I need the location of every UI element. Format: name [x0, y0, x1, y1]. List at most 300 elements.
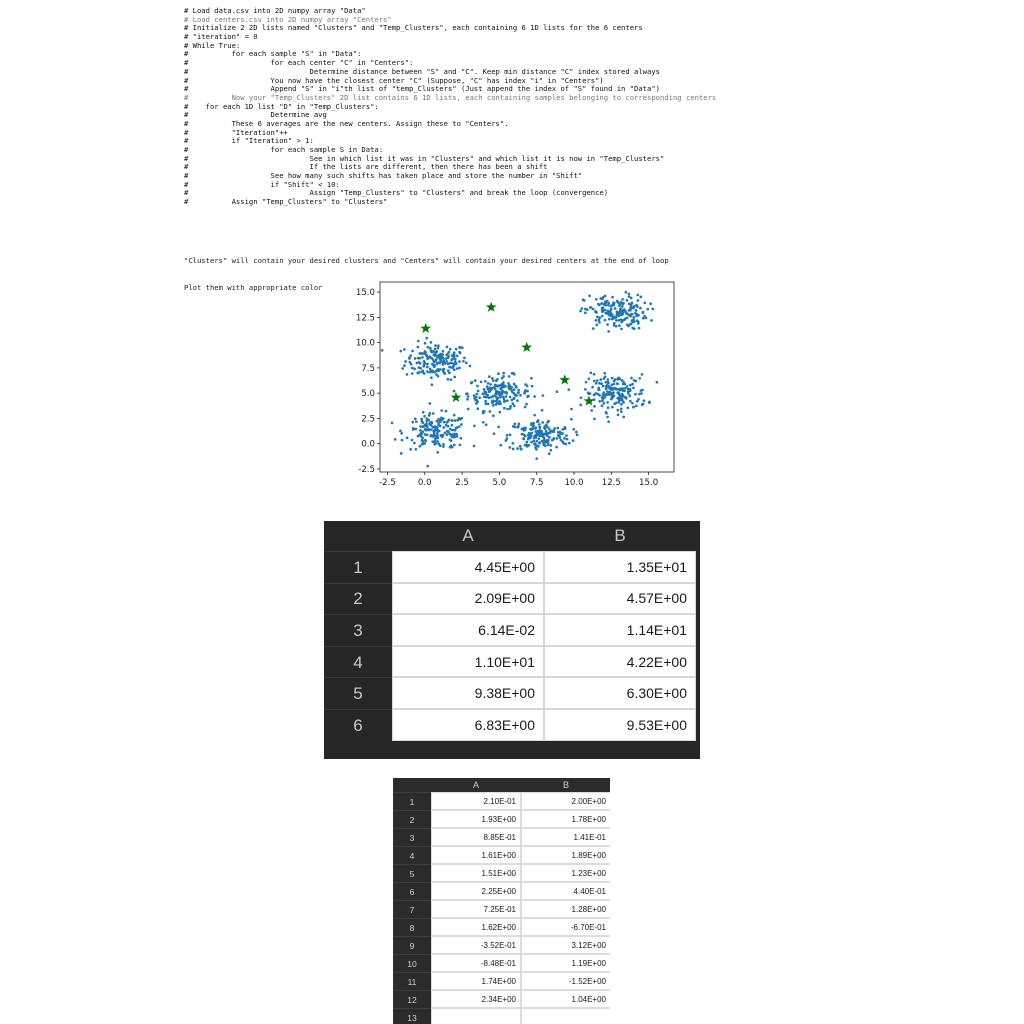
sample-point [544, 428, 547, 431]
sample-point [602, 385, 605, 388]
sample-point [618, 315, 621, 318]
table-cell[interactable]: 2.00E+00 [521, 792, 610, 810]
sample-point [501, 386, 504, 389]
sample-point [548, 436, 551, 439]
sample-point [640, 296, 643, 299]
row-header[interactable]: 4 [324, 646, 392, 679]
sample-point [536, 440, 539, 443]
table-cell[interactable]: 4.57E+00 [544, 583, 696, 615]
sample-point [613, 395, 616, 398]
notes-line-clusters: "Clusters" will contain your desired clusters and "Centers" will contain your desired centers at the end of loop [184, 256, 669, 265]
sample-point [516, 447, 519, 450]
sample-point [473, 445, 476, 448]
sample-point [406, 436, 409, 439]
table-cell[interactable]: 9.38E+00 [392, 677, 544, 709]
sample-point [631, 402, 634, 405]
table-cell[interactable] [521, 1008, 610, 1024]
row-header[interactable]: 9 [393, 936, 431, 954]
sample-point [509, 433, 512, 436]
sample-point [429, 347, 432, 350]
sample-point [607, 406, 610, 409]
sample-point [618, 393, 621, 396]
sample-point [448, 418, 451, 421]
sample-point [579, 310, 582, 313]
sample-point [538, 442, 541, 445]
column-header-b[interactable]: B [562, 780, 569, 790]
sample-point [517, 391, 520, 394]
sample-point [595, 319, 598, 322]
sample-point [497, 425, 500, 428]
x-tick-label: 10.0 [564, 478, 584, 488]
table-cell[interactable]: 6.14E-02 [392, 614, 544, 646]
sample-point [433, 365, 436, 368]
sample-point [628, 293, 631, 296]
sample-point [420, 420, 423, 423]
sample-point [502, 395, 505, 398]
x-tick-label: 12.5 [601, 478, 621, 488]
sample-point [549, 444, 552, 447]
sample-point [434, 352, 437, 355]
sample-point [432, 412, 435, 415]
row-header[interactable]: 8 [393, 918, 431, 936]
sample-point [531, 385, 534, 388]
sample-point [606, 401, 609, 404]
row-header[interactable]: 11 [393, 972, 431, 990]
sample-point [601, 315, 604, 318]
sample-point [528, 432, 531, 435]
row-header[interactable]: 12 [393, 990, 431, 1008]
sample-point [448, 351, 451, 354]
sample-point [488, 375, 491, 378]
sample-point [557, 434, 560, 437]
table-cell[interactable]: 1.28E+00 [521, 900, 610, 918]
table-corner [324, 521, 392, 551]
code-line: # Determine distance between "S" and "C". Keep min distance "C" index stored always [184, 66, 660, 76]
sample-point [415, 420, 418, 423]
sample-point [519, 445, 522, 448]
sample-point [426, 465, 429, 468]
row-header[interactable]: 2 [393, 810, 431, 828]
sample-point [412, 427, 415, 430]
sample-point [611, 377, 614, 380]
sample-point [606, 378, 609, 381]
sample-point [408, 356, 411, 359]
table-cell[interactable]: 1.74E+00 [431, 972, 521, 990]
table-cell[interactable]: -3.52E-01 [431, 936, 521, 954]
sample-point [524, 406, 527, 409]
table-cell[interactable]: -1.52E+00 [521, 972, 610, 990]
sample-point [419, 429, 422, 432]
sample-point [629, 400, 632, 403]
sample-point [503, 391, 506, 394]
sample-point [416, 346, 419, 349]
sample-point [627, 325, 630, 328]
sample-point [616, 409, 619, 412]
x-tick-label: 15.0 [639, 478, 659, 488]
sample-point [436, 451, 439, 454]
sample-point [484, 393, 487, 396]
sample-point [458, 366, 461, 369]
sample-point [585, 381, 588, 384]
sample-point [458, 425, 461, 428]
table-cell[interactable]: 1.19E+00 [521, 954, 610, 972]
sample-point [618, 396, 621, 399]
sample-point [508, 446, 511, 449]
sample-point [469, 365, 472, 368]
table-cell[interactable]: 1.89E+00 [521, 846, 610, 864]
table-cell[interactable]: 1.14E+01 [544, 614, 696, 646]
sample-point [526, 445, 529, 448]
sample-point [630, 323, 633, 326]
sample-point [598, 400, 601, 403]
sample-point [453, 376, 456, 379]
sample-point [606, 416, 609, 419]
sample-point [434, 348, 437, 351]
sample-point [413, 368, 416, 371]
data-table [393, 778, 610, 1024]
sample-point [606, 390, 609, 393]
sample-point [442, 445, 445, 448]
table-cell[interactable]: 1.78E+00 [521, 810, 610, 828]
sample-point [651, 308, 654, 311]
sample-point [482, 421, 485, 424]
sample-point [610, 383, 613, 386]
sample-point [451, 429, 454, 432]
table-cell[interactable]: 1.04E+00 [521, 990, 610, 1008]
sample-point [463, 357, 466, 360]
sample-point [455, 348, 458, 351]
sample-point [500, 383, 503, 386]
sample-point [446, 433, 449, 436]
sample-point [621, 389, 624, 392]
sample-point [638, 377, 641, 380]
sample-point [435, 358, 438, 361]
sample-point [631, 302, 634, 305]
code-line: # Initialize 2 2D lists named "Clusters" and "Temp_Clusters", each containing 6 1D lists for the 6 centers [184, 23, 643, 33]
sample-point [624, 291, 627, 294]
column-header-a[interactable]: A [462, 526, 474, 545]
sample-point [426, 366, 429, 369]
sample-point [516, 399, 519, 402]
sample-point [428, 412, 431, 415]
column-header-a[interactable]: A [472, 780, 479, 790]
table-cell[interactable]: 4.45E+00 [392, 551, 544, 583]
sample-point [447, 369, 450, 372]
row-header[interactable]: 13 [393, 1008, 431, 1024]
sample-point [483, 395, 486, 398]
table-cell[interactable]: 2.25E+00 [431, 882, 521, 900]
sample-point [556, 390, 559, 393]
sample-point [425, 420, 428, 423]
sample-point [607, 304, 610, 307]
sample-point [638, 327, 641, 330]
sample-point [428, 355, 431, 358]
sample-point [422, 411, 425, 414]
table-cell[interactable]: 8.85E-01 [431, 828, 521, 846]
sample-point [475, 399, 478, 402]
table-cell[interactable]: -8.48E-01 [431, 954, 521, 972]
sample-point [417, 366, 420, 369]
sample-point [437, 442, 440, 445]
y-tick-label: 2.5 [361, 414, 375, 425]
sample-point [564, 426, 567, 429]
sample-point [494, 395, 497, 398]
sample-point [432, 350, 435, 353]
sample-point [451, 424, 454, 427]
sample-point [497, 372, 500, 375]
sample-point [499, 411, 502, 414]
row-header[interactable]: 4 [393, 846, 431, 864]
sample-point [453, 436, 456, 439]
sample-point [445, 360, 448, 363]
sample-point [613, 316, 616, 319]
sample-point [620, 321, 623, 324]
sample-point [426, 433, 429, 436]
row-header[interactable]: 2 [324, 583, 392, 616]
sample-point [610, 304, 613, 307]
code-line: # for each sample "S" in "Data": [184, 49, 362, 59]
row-header[interactable]: 3 [393, 828, 431, 846]
sample-point [459, 443, 462, 446]
sample-point [502, 372, 505, 375]
sample-point [458, 351, 461, 354]
sample-point [411, 439, 414, 442]
sample-point [598, 388, 601, 391]
sample-point [421, 371, 424, 374]
sample-point [630, 297, 633, 300]
sample-point [509, 396, 512, 399]
sample-point [493, 432, 496, 435]
sample-point [605, 411, 608, 414]
sample-point [582, 298, 585, 301]
sample-point [555, 446, 558, 449]
sample-point [584, 308, 587, 311]
sample-point [580, 307, 583, 310]
sample-point [607, 420, 610, 423]
sample-point [430, 424, 433, 427]
sample-point [620, 301, 623, 304]
code-line: # "iteration" = 0 [184, 32, 258, 42]
sample-point [618, 324, 621, 327]
sample-point [454, 419, 457, 422]
sample-point [506, 408, 509, 411]
y-tick-label: 7.5 [361, 363, 375, 374]
sample-point [453, 368, 456, 371]
table-cell[interactable]: 1.10E+01 [392, 646, 544, 678]
sample-point [605, 388, 608, 391]
sample-point [437, 347, 440, 350]
sample-point [437, 421, 440, 424]
sample-point [482, 393, 485, 396]
sample-point [626, 406, 629, 409]
sample-point [419, 362, 422, 365]
sample-point [630, 313, 633, 316]
sample-point [608, 318, 611, 321]
sample-point [442, 360, 445, 363]
sample-point [595, 382, 598, 385]
sample-point [543, 442, 546, 445]
sample-point [442, 417, 445, 420]
sample-point [431, 422, 434, 425]
code-line: # if "Shift" < 10: [184, 179, 340, 189]
sample-point [489, 383, 492, 386]
code-line: # While True: [184, 40, 241, 50]
sample-point [596, 316, 599, 319]
sample-point [570, 418, 573, 421]
sample-point [496, 378, 499, 381]
sample-point [616, 383, 619, 386]
sample-point [593, 405, 596, 408]
sample-point [610, 398, 613, 401]
sample-point [417, 340, 420, 343]
sample-point [403, 364, 406, 367]
row-header[interactable]: 3 [324, 614, 392, 647]
row-header[interactable]: 10 [393, 954, 431, 972]
sample-point [424, 428, 427, 431]
sample-point [429, 402, 432, 405]
sample-point [588, 377, 591, 380]
sample-point [533, 395, 536, 398]
sample-point [637, 320, 640, 323]
sample-point [631, 327, 634, 330]
sample-point [635, 309, 638, 312]
table-cell[interactable]: 3.12E+00 [521, 936, 610, 954]
sample-point [589, 392, 592, 395]
sample-point [473, 397, 476, 400]
row-header[interactable]: 1 [324, 551, 392, 584]
sample-point [541, 409, 544, 412]
code-line: # If the lists are different, then there has been a shift [184, 162, 548, 172]
row-header[interactable]: 5 [324, 677, 392, 710]
sample-point [541, 421, 544, 424]
sample-point [485, 396, 488, 399]
sample-point [401, 439, 404, 442]
table-cell[interactable]: 6.83E+00 [392, 709, 544, 741]
row-header[interactable]: 6 [393, 882, 431, 900]
sample-point [462, 360, 465, 363]
sample-point [567, 388, 570, 391]
row-header[interactable]: 5 [393, 864, 431, 882]
sample-point [537, 431, 540, 434]
sample-point [517, 389, 520, 392]
table-cell[interactable]: 2.34E+00 [431, 990, 521, 1008]
sample-point [632, 307, 635, 310]
sample-point [622, 380, 625, 383]
sample-point [531, 432, 534, 435]
code-line: # Assign "Temp_Clusters" to "Clusters" [184, 197, 388, 207]
sample-point [508, 384, 511, 387]
sample-point [592, 308, 595, 311]
kmeans-scatter-plot [340, 276, 690, 492]
sample-point [418, 434, 421, 437]
sample-point [533, 414, 536, 417]
sample-point [406, 373, 409, 376]
table-cell[interactable]: 4.22E+00 [544, 646, 696, 678]
row-header[interactable]: 6 [324, 709, 392, 742]
sample-point [576, 433, 579, 436]
sample-point [641, 373, 644, 376]
sample-point [626, 299, 629, 302]
sample-point [423, 350, 426, 353]
table-cell[interactable]: 1.62E+00 [431, 918, 521, 936]
sample-point [474, 379, 477, 382]
sample-point [488, 410, 491, 413]
sample-point [534, 434, 537, 437]
table-cell[interactable]: 1.35E+01 [544, 551, 696, 583]
sample-point [636, 294, 639, 297]
row-header[interactable]: 7 [393, 900, 431, 918]
sample-point [450, 439, 453, 442]
sample-point [628, 395, 631, 398]
sample-point [565, 434, 568, 437]
table-cell[interactable]: 1.61E+00 [431, 846, 521, 864]
sample-point [602, 310, 605, 313]
sample-point [440, 353, 443, 356]
y-tick-label: 15.0 [355, 288, 375, 299]
sample-point [499, 402, 502, 405]
sample-point [648, 401, 651, 404]
sample-point [443, 368, 446, 371]
sample-point [635, 313, 638, 316]
sample-point [512, 397, 515, 400]
sample-point [619, 398, 622, 401]
table-cell[interactable]: 6.30E+00 [544, 677, 696, 709]
table-cell[interactable]: 2.09E+00 [392, 583, 544, 615]
sample-point [414, 428, 417, 431]
sample-point [422, 425, 425, 428]
code-line: # See in which list it was in "Clusters" and which list it is now in "Temp_Clusters" [184, 153, 665, 163]
sample-point [471, 381, 474, 384]
column-header-b[interactable]: B [614, 526, 626, 545]
table-cell[interactable]: 7.25E-01 [431, 900, 521, 918]
sample-point [524, 444, 527, 447]
sample-point [415, 448, 418, 451]
sample-point [475, 393, 478, 396]
sample-point [442, 426, 445, 429]
table-cell[interactable]: 4.40E-01 [521, 882, 610, 900]
sample-point [526, 384, 529, 387]
sample-point [617, 319, 620, 322]
sample-point [483, 410, 486, 413]
table-cell[interactable]: 1.51E+00 [431, 864, 521, 882]
sample-point [489, 389, 492, 392]
sample-point [423, 442, 426, 445]
sample-point [604, 319, 607, 322]
sample-point [535, 444, 538, 447]
sample-point [622, 302, 625, 305]
sample-point [439, 358, 442, 361]
table-cell[interactable]: 9.53E+00 [544, 709, 696, 741]
sample-point [629, 307, 632, 310]
sample-point [607, 330, 610, 333]
sample-point [509, 407, 512, 410]
sample-point [537, 419, 540, 422]
table-cell[interactable]: 1.41E-01 [521, 828, 610, 846]
sample-point [488, 396, 491, 399]
code-line: # for each center "C" in "Centers": [184, 58, 414, 68]
y-tick-label: 5.0 [361, 389, 375, 400]
table-cell[interactable]: 2.10E-01 [431, 792, 521, 810]
sample-point [430, 349, 433, 352]
sample-point [438, 354, 441, 357]
sample-point [634, 393, 637, 396]
row-header[interactable]: 1 [393, 792, 431, 810]
sample-point [601, 405, 604, 408]
table-cell[interactable]: 1.23E+00 [521, 864, 610, 882]
table-cell[interactable]: 1.93E+00 [431, 810, 521, 828]
table-cell[interactable]: -6.70E-01 [521, 918, 610, 936]
table-cell[interactable] [431, 1008, 521, 1024]
